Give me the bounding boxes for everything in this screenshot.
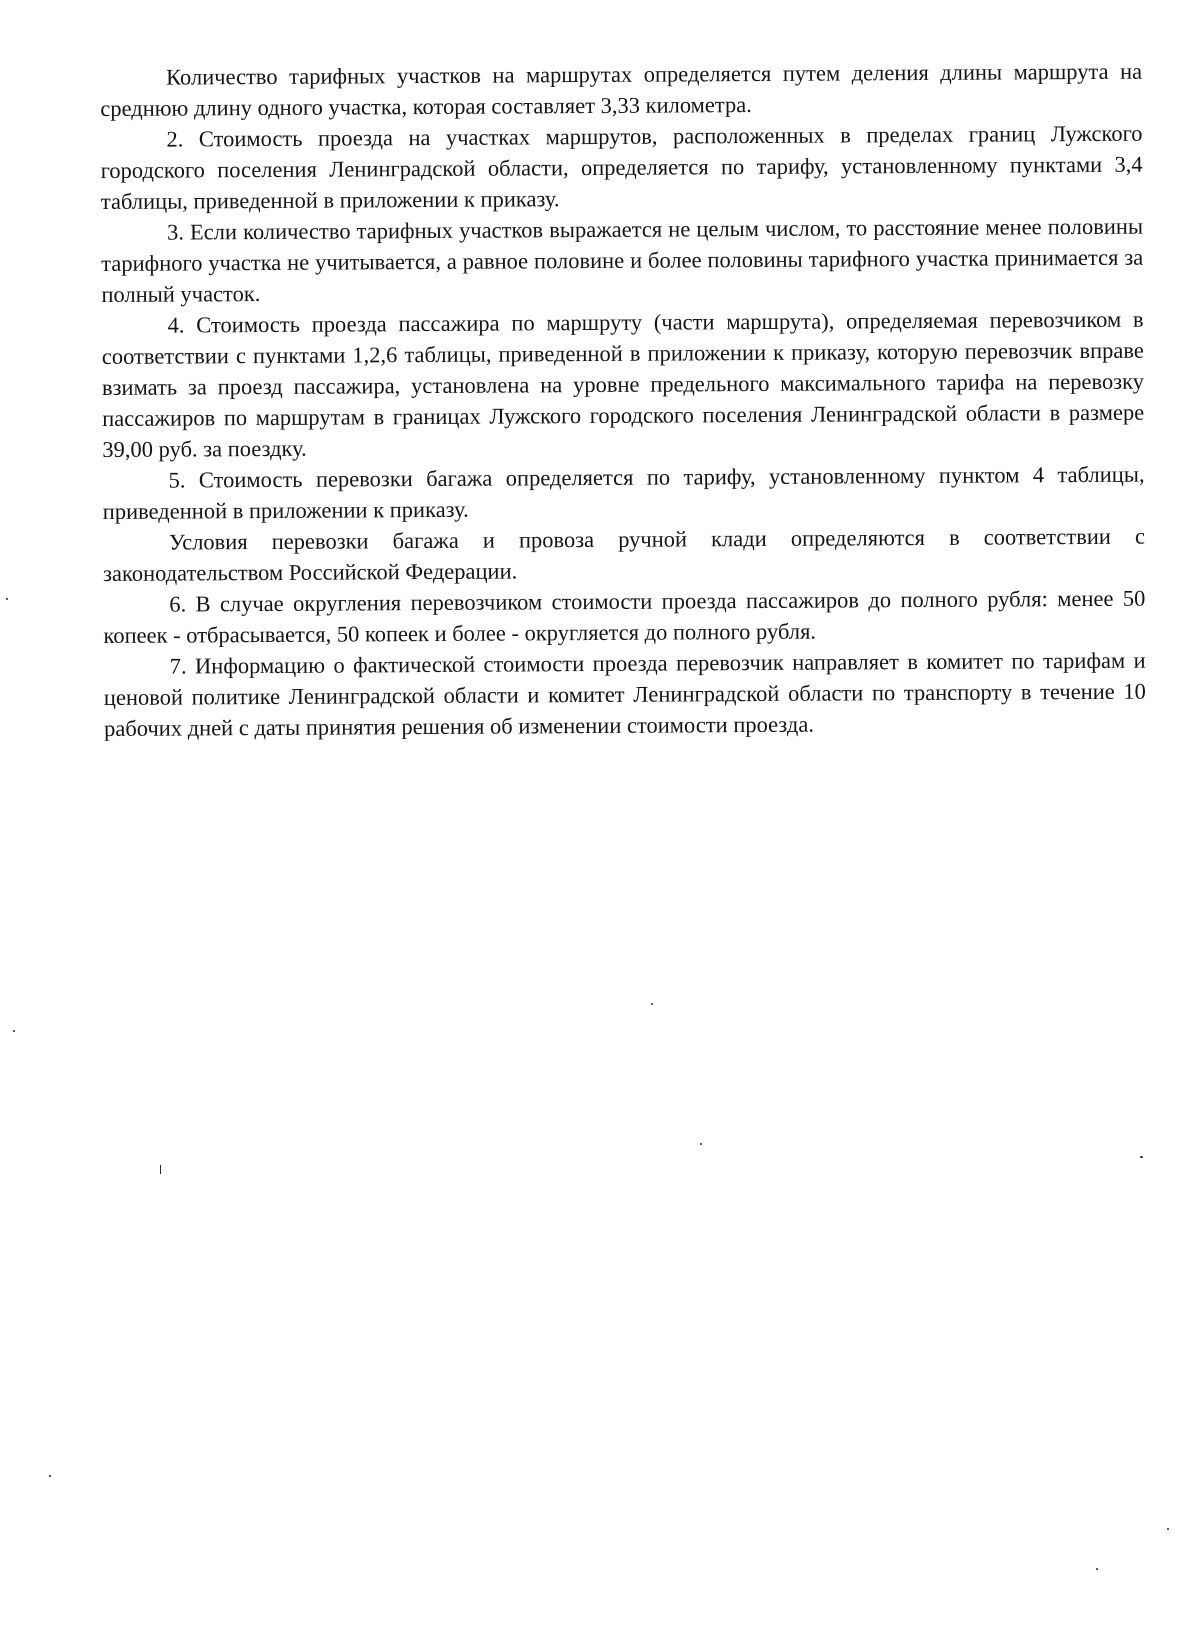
paragraph-7-fare-information: 7. Информацию о фактической стоимости проезда перевозчик направляет в комитет по тарифам и ценовой политике Ленинградской области и комитет Ленинградской области по транспорту в течение 10 рабочих дней с даты принятия решения об изменении стоимости проезда. — [103, 647, 1146, 741]
scan-speck — [651, 1003, 653, 1005]
scan-speck — [160, 1165, 161, 1174]
paragraph-2-fare-luga: 2. Стоимость проезда на участках маршрутов, расположенных в пределах границ Лужского городского поселения Ленинградской области, определяется по тарифу, установленному пунктами 3,4 таблицы, приведенной в приложении к приказу. — [100, 120, 1143, 214]
scan-speck — [1167, 1528, 1169, 1530]
scan-speck — [49, 1475, 51, 1477]
paragraph-3-partial-segment: 3. Если количество тарифных участков выражается не целым числом, то расстояние менее половины тарифного участка не учитывается, а равное половине и более половины тарифного участка принимается за полный участок. — [101, 213, 1144, 307]
scan-speck — [1096, 1568, 1098, 1570]
paragraph-baggage-conditions: Условия перевозки багажа и провоза ручной клади определяются в соответствии с законодательством Российской Федерации. — [103, 523, 1145, 586]
scan-speck — [700, 1143, 702, 1145]
scan-speck — [6, 598, 8, 600]
paragraph-4-max-tariff: 4. Стоимость проезда пассажира по маршруту (части маршрута), определяемая перевозчиком в соответствии с пунктами 1,2,6 таблицы, приведенной в приложении к приказу, которую перевозчик вправе взимать за проезд пассажира, установлена на уровне предельного максимального тарифа на перевозку пассажиров по маршрутам в границах Лужского городского поселения Ленинградской области в размере 39,00 руб. за поездку. — [101, 306, 1145, 462]
document-body — [100, 56, 1146, 744]
paragraph-5-baggage-cost: 5. Стоимость перевозки багажа определяется по тарифу, установленному пунктом 4 таблицы, приведенной в приложении к приказу. — [102, 461, 1145, 524]
paragraph-route-segments: Количество тарифных участков на маршрутах определяется путем деления длины маршрута на среднюю длину одного участка, которая составляет 3,33 километра. — [100, 58, 1143, 121]
scan-speck — [13, 1030, 15, 1032]
scan-speck — [1140, 1156, 1143, 1158]
paragraph-6-rounding: 6. В случае округления перевозчиком стоимости проезда пассажиров до полного рубля: менее 50 копеек - отбрасывается, 50 копеек и более - округляется до полного рубля. — [103, 585, 1146, 648]
